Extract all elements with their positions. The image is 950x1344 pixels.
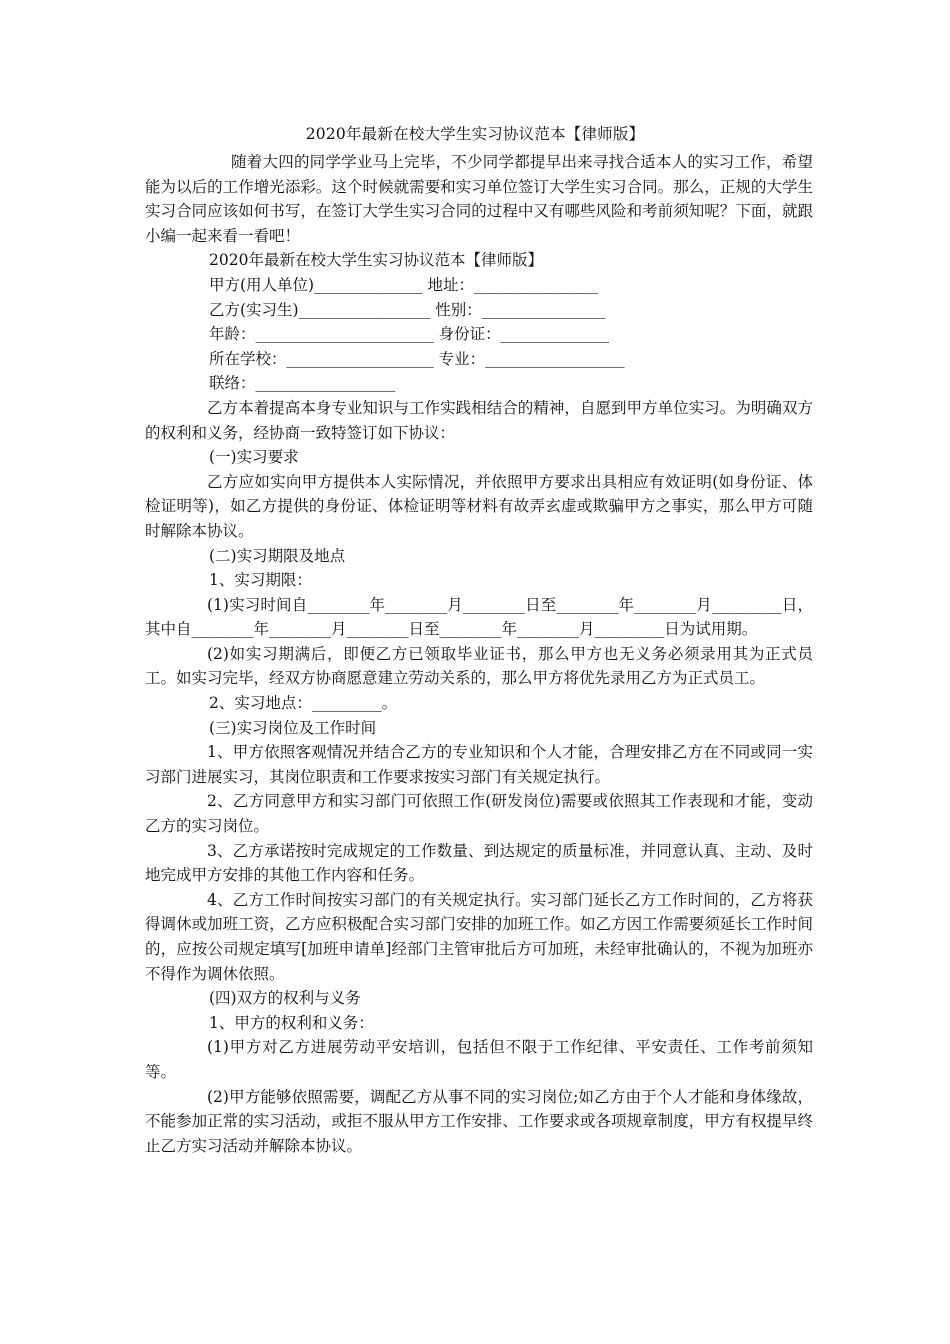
section-1-heading: (一)实习要求: [209, 448, 299, 467]
document-title: 2020年最新在校大学生实习协议范本【律师版】: [305, 125, 645, 143]
section-4-item-1: 1、甲方的权利和义务：: [209, 1013, 374, 1032]
section-2-heading: (二)实习期限及地点: [209, 546, 346, 565]
agreement-paragraph: 乙方本着提高本身专业知识与工作实践相结合的精神，自愿到甲方单位实习。为明确双方的权利和义务，经协商一致特签订如下协议：: [145, 398, 813, 442]
section-3-item-2: 2、乙方同意甲方和实习部门可依照工作(研发岗位)需要或依照其工作表现和才能，变动乙方的实习岗位。: [145, 792, 813, 836]
section-2-item-1-1: (1)实习时间自________年________月________日至________年________月_________日，其中自________年________月________日至________年________月_________日为试用期。: [145, 595, 813, 639]
section-4-heading: (四)双方的权利与义务: [209, 989, 361, 1008]
intro-paragraph: 随着大四的同学学业马上完毕，不少同学都提早出来寻找合适本人的实习工作，希望能为以后的工作增光添彩。这个时候就需要和实习单位签订大学生实习合同。那么，正规的大学生实习合同应该如何书写，在签订大学生实习合同的过程中又有哪些风险和考前须知呢？下面，就跟小编一起来看一看吧！: [145, 153, 813, 245]
section-3-item-1: 1、甲方依照客观情况并结合乙方的专业知识和个人才能，合理安排乙方在不同或同一实习部门进展实习，其岗位职责和工作要求按实习部门有关规定执行。: [145, 743, 813, 786]
section-3-heading: (三)实习岗位及工作时间: [209, 718, 377, 737]
section-3-item-4: 4、乙方工作时间按实习部门的有关规定执行。实习部门延长乙方工作时间的，乙方将获得调休或加班工资，乙方应积极配合实习部门安排的加班工作。如乙方因工作需要须延长工作时间的，应按公司规定填写[加班申请单]经部门主管审批后方可加班，未经审批确认的，不视为加班亦不得作为调休依照。: [145, 890, 813, 983]
field-age-id: 年龄：_______________________ 身份证：______________: [209, 325, 610, 344]
section-4-item-1-1: (1)甲方对乙方进展劳动平安培训，包括但不限于工作纪律、平安责任、工作考前须知等。: [145, 1038, 813, 1081]
section-2-item-1: 1、实习期限：: [209, 571, 312, 590]
section-1-text: 乙方应如实向甲方提供本人实际情况，并依照甲方要求出具相应有效证明(如身份证、体检证明等)，如乙方提供的身份证、体检证明等材料有故弄玄虚或欺骗甲方之事实，那么甲方可随时解除本协议。: [145, 472, 813, 540]
party-fields: [145, 273, 813, 396]
section-2-item-2: 2、实习地点：_________。: [209, 694, 398, 713]
document-body: [145, 150, 813, 1158]
section-3-item-3: 3、乙方承诺按时完成规定的工作数量、到达规定的质量标准，并同意认真、主动、及时地完成甲方安排的其他工作内容和任务。: [145, 841, 813, 885]
field-party-b: 乙方(实习生)_________________ 性别：________________: [209, 300, 606, 319]
field-contact: 联络：__________________: [209, 374, 396, 393]
field-party-a: 甲方(用人单位)______________ 地址：________________: [209, 275, 599, 294]
section-2-item-1-2: (2)如实习期满后，即便乙方已领取毕业证书，那么甲方也无义务必须录用其为正式员工。如实习完毕，经双方协商愿意建立劳动关系的，那么甲方将优先录用乙方为正式员工。: [145, 644, 813, 688]
field-school-major: 所在学校：___________________ 专业：__________________: [209, 349, 625, 368]
section-4-item-1-2: (2)甲方能够依照需要，调配乙方从事不同的实习岗位;如乙方由于个人才能和身体缘故，不能参加正常的实习活动，或拒不服从甲方工作安排、工作要求或各项规章制度，甲方有权提早终止乙方实习活动并解除本协议。: [145, 1087, 813, 1155]
subtitle: 2020年最新在校大学生实习协议范本【律师版】: [209, 251, 543, 270]
